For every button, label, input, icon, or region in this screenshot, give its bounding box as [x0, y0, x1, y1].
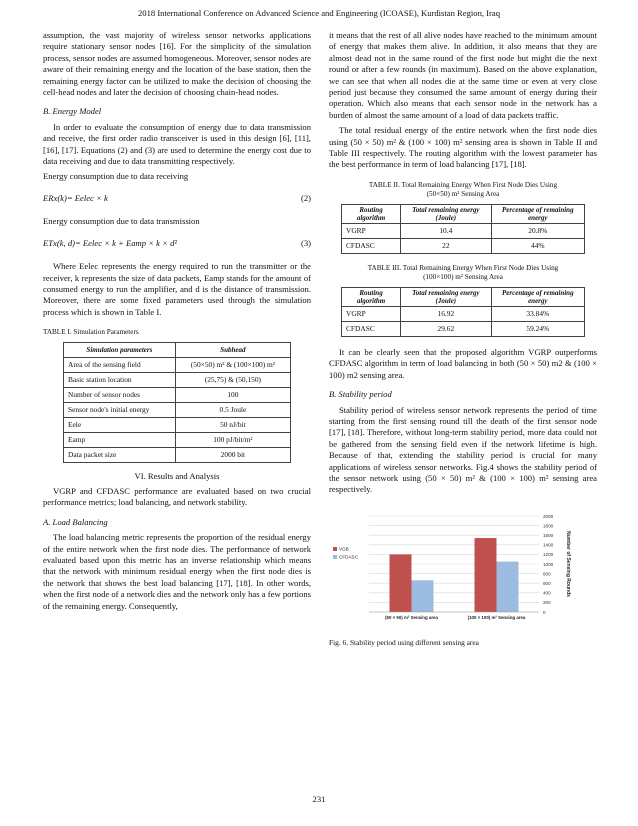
legend-label: VGB — [339, 546, 349, 552]
table-cell: 44% — [491, 238, 584, 253]
table-cell: Eele — [64, 417, 176, 432]
transmission-label: Energy consumption due to data transmission — [43, 216, 200, 227]
table-cell: Eamp — [64, 432, 176, 447]
table-row — [64, 387, 291, 402]
equation-2-number: (2) — [300, 192, 311, 203]
table-cell: 100 pJ/bit/m² — [175, 432, 290, 447]
equation-3-body: ETx(k, d)= Eelec × k + Eamp × k × d² — [43, 237, 177, 248]
table-cell: (50×50) m² & (100×100) m² — [175, 357, 290, 372]
y-tick-label: 1600 — [543, 532, 554, 538]
y-tick-label: 200 — [543, 599, 551, 605]
y-tick-label: 800 — [543, 571, 551, 577]
table-1-caption: TABLE I. Simulation Parameters — [43, 328, 139, 337]
page-number: 231 — [312, 794, 326, 804]
table-row — [342, 238, 585, 253]
table-cell: CFDASC — [342, 238, 401, 253]
table-cell: Basic station location — [64, 372, 176, 387]
table-1 — [63, 342, 291, 463]
table-cell: 22 — [401, 238, 492, 253]
table-row — [64, 357, 291, 372]
table-cell: VGRP — [342, 223, 401, 238]
y-tick-label: 1200 — [543, 551, 554, 557]
equation-3 — [43, 238, 311, 249]
y-axis-label: Number of Sensing Rounds — [565, 530, 571, 597]
y-tick-label: 1400 — [543, 542, 554, 548]
y-tick-label: 2000 — [543, 513, 554, 519]
left-column — [43, 30, 311, 616]
table-cell: 100 — [175, 387, 290, 402]
table-cell: 10.4 — [401, 223, 492, 238]
table-cell: 2000 bit — [175, 447, 290, 462]
table-header-cell: Subhead — [175, 342, 290, 357]
legend-swatch — [333, 555, 337, 559]
table-cell: 20.8% — [491, 223, 584, 238]
table-header-cell: Simulation parameters — [64, 342, 176, 357]
table-cell: (25,75) & (50,150) — [175, 372, 290, 387]
equation-2-body: ERx(k)= Eelec × k — [43, 192, 108, 203]
table-header-cell: Percentage of remaining energy — [491, 204, 584, 223]
table-row — [342, 223, 585, 238]
table-header-cell: Routing algorithm — [342, 287, 401, 306]
table-cell: 29.62 — [401, 321, 492, 336]
table-2 — [341, 204, 585, 254]
figure-caption: Fig. 6. Stability period using different sensing area — [329, 638, 479, 648]
table-row — [64, 432, 291, 447]
table-row — [64, 402, 291, 417]
outperforms-paragraph: It can be clearly seen that the proposed algorithm VGRP outperforms CFDASC algorithm in term of load balancing in both (50 × 50) m2 & (100 × 100) m2 sensing area. — [329, 346, 597, 380]
table-cell: CFDASC — [342, 321, 401, 336]
table-cell: 16.92 — [401, 306, 492, 321]
table-3-caption — [329, 264, 597, 283]
table-2-caption-line: (50×50) m² Sensing Area — [426, 190, 500, 199]
conference-header: 2018 International Conference on Advanced Science and Engineering (ICOASE), Kurdistan Region, Iraq — [137, 8, 501, 18]
results-paragraph: VGRP and CFDASC performance are evaluated based on two crucial performance metrics; load balancing, and network stability. — [43, 486, 311, 508]
y-tick-label: 400 — [543, 590, 551, 596]
y-tick-label: 1000 — [543, 561, 554, 567]
table-row — [342, 321, 585, 336]
table-cell: VGRP — [342, 306, 401, 321]
table-2-caption — [329, 181, 597, 200]
table-row — [64, 447, 291, 462]
x-tick-label: (50 × 50) m² Sensing area — [385, 614, 438, 620]
table-header-cell: Routing algorithm — [342, 204, 401, 223]
table-row — [64, 417, 291, 432]
load-balancing-paragraph: The load balancing metric represents the proportion of the residual energy of the entire network when the first node dies. The performance of network evaluated based upon this metric has an inverse relationship which means that the network with minimum residual energy when the first node dies is the network that shows the best load balancing [17], [18]. In other words, when the first node of a network dies and the network only has a few portions of the remaining energy. Consequently, — [43, 532, 311, 611]
equation-3-number: (3) — [300, 237, 311, 248]
table-cell: Area of the sensing field — [64, 357, 176, 372]
table-cell: Data packet size — [64, 447, 176, 462]
load-balancing-heading: A. Load Balancing — [43, 516, 108, 527]
table-cell: 0.5 Joule — [175, 402, 290, 417]
results-heading: VI. Results and Analysis — [134, 470, 220, 481]
table-cell: Sensor node's initial energy — [64, 402, 176, 417]
y-tick-label: 0 — [543, 609, 546, 615]
continuation-paragraph: it means that the rest of all alive nodes have reached to the minimum amount of energy that makes them alive. In addition, it also means that they are almost dead not in the same round of the first node but might die the next round or after a few rounds (in maximum). Based on the above explanation, we can see that when all nodes die at the same time or even at very close period just because they consumed the same amount of energy during their operation. Which also means that each sensor node in the network has a burden of almost the same amount of a load of data packets traffic. — [329, 30, 597, 120]
residual-energy-paragraph: The total residual energy of the entire network when the first node dies using (50 × 50) m² & (100 × 100) m² sensing area is shown in Table II and Table III respectively. The routing algorithm with the lowest parameter has the best performance in term of load balancing [17], [18]. — [329, 125, 597, 170]
bar-vgb — [475, 538, 497, 612]
table-row — [342, 306, 585, 321]
table-cell: 50 nJ/bit — [175, 417, 290, 432]
table-cell: 33.84% — [491, 306, 584, 321]
legend-swatch — [333, 547, 337, 551]
y-tick-label: 600 — [543, 580, 551, 586]
table-header-row — [64, 342, 291, 357]
table-header-cell: Percentage of remaining energy — [491, 287, 584, 306]
bar-vgb — [390, 554, 412, 612]
receiving-label: Energy consumption due to data receiving — [43, 171, 189, 182]
intro-paragraph: assumption, the vast majority of wireless sensor networks applications require stationary sensor nodes [16]. For the simplicity of the simulation process, sensor nodes are assumed homogeneous. Moreover, sensor nodes are aware of their remaining energy and the location of the base station, then the remaining energy factor can be utilized to make the decision of choosing the cell-head nodes and later the decision of choosing chain-head nodes. — [43, 30, 311, 98]
stability-figure — [329, 508, 597, 649]
legend-label: CFDASC — [339, 554, 358, 560]
energy-model-heading: B. Energy Model — [43, 106, 102, 117]
table-header-cell: Total remaining energy (Joule) — [401, 287, 492, 306]
bar-cfdasc — [412, 580, 434, 612]
stability-heading: B. Stability period — [329, 389, 392, 400]
table-header-row — [342, 287, 585, 306]
table-3 — [341, 287, 585, 337]
bar-cfdasc — [497, 561, 519, 611]
table-cell: Number of sensor nodes — [64, 387, 176, 402]
table-3-caption-line: (100×100) m² Sensing Area — [423, 273, 503, 282]
table-row — [64, 372, 291, 387]
x-tick-label: (100 × 100) m² Sensing area — [467, 614, 526, 620]
table-header-cell: Total remaining energy (Joule) — [401, 204, 492, 223]
where-paragraph: Where Eelec represents the energy required to run the transmitter or the receiver, k represents the size of data packets, Eamp stands for the amount of consumed energy to run the amplifier, and d is the distance of transmission. Moreover, there are some fixed parameters used through the simulation process which is shown in Table I. — [43, 261, 311, 317]
table-2-caption-line: TABLE II. Total Remaining Energy When First Node Dies Using — [368, 180, 558, 189]
table-3-caption-line: TABLE III. Total Remaining Energy When First Node Dies Using — [367, 263, 559, 272]
stability-chart — [329, 508, 597, 632]
table-cell: 59.24% — [491, 321, 584, 336]
stability-paragraph: Stability period of wireless sensor network represents the period of time starting from the first sensing round till the death of the first sensor node [17], [18]. Therefore, without long-term stability period, more data could not be gathered from the sensing field even if the network lifetime is high. Because of that, extending the stability period is crucial for many applications of wireless sensor networks. Fig.4 shows the stability period of the sensor network using (50 × 50) m² & (100 × 100) m² sensing area respectively. — [329, 404, 597, 495]
table-header-row — [342, 204, 585, 223]
energy-model-paragraph: In order to evaluate the consumption of energy due to data transmission and receive, the first order radio transceiver is used in this design [6], [11], [16], [17]. Equations (2) and (3) are used to determine the energy cost due to data receiving and due to data transmitting respectively. — [43, 121, 311, 167]
equation-2 — [43, 193, 311, 204]
y-tick-label: 1800 — [543, 523, 554, 529]
right-column — [329, 30, 597, 649]
